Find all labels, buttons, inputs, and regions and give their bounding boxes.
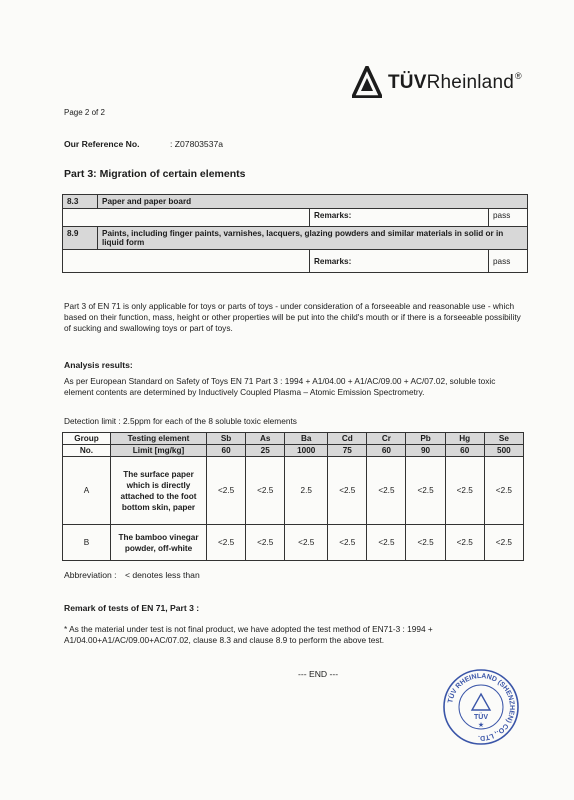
result-cell: <2.5 xyxy=(406,457,445,525)
result-cell: <2.5 xyxy=(246,525,285,561)
reference-label: Our Reference No. xyxy=(64,139,140,149)
abbreviation-text: < denotes less than xyxy=(124,570,200,580)
end-marker: --- END --- xyxy=(298,669,339,679)
limit-row xyxy=(63,445,524,457)
clause-header-row xyxy=(63,195,528,209)
element-header: Hg xyxy=(445,433,484,445)
analysis-heading: Analysis results: xyxy=(64,360,133,370)
result-cell: <2.5 xyxy=(207,525,246,561)
result-cell: <2.5 xyxy=(246,457,285,525)
detection-limit: Detection limit : 2.5ppm for each of the 8 soluble toxic elements xyxy=(64,416,297,426)
analysis-text: As per European Standard on Safety of Toys EN 71 Part 3 : 1994 + A1/04.00 + A1/AC/09.00 + AC/07.02, soluble toxic element contents are determined by Inductively Coupled Plasma – Atomic Emission Spectrometry. xyxy=(64,376,496,397)
group-cell: A xyxy=(63,457,111,525)
result-cell: <2.5 xyxy=(328,525,367,561)
description-cell: The surface paper which is directly attached to the foot bottom skin, paper xyxy=(111,457,207,525)
limit-header: Limit [mg/kg] xyxy=(111,445,207,457)
element-header: Sb xyxy=(207,433,246,445)
testing-element-header: Testing element xyxy=(111,433,207,445)
svg-text:★: ★ xyxy=(477,722,485,729)
results-header-row xyxy=(63,433,524,445)
page-number: Page 2 of 2 xyxy=(64,108,105,117)
remark-heading: Remark of tests of EN 71, Part 3 : xyxy=(64,603,200,613)
description-cell: The bamboo vinegar powder, off-white xyxy=(111,525,207,561)
clause-result: pass xyxy=(489,209,528,227)
result-cell: <2.5 xyxy=(207,457,246,525)
abbreviation xyxy=(64,570,200,580)
result-cell: <2.5 xyxy=(367,525,406,561)
limit-value: 25 xyxy=(246,445,285,457)
tuv-rheinland-logo xyxy=(352,66,522,98)
section-title: Part 3: Migration of certain elements xyxy=(64,168,246,180)
applicability-text: Part 3 of EN 71 is only applicable for toys or parts of toys - under consideration of a forseeable and reasonable use - which based on their function, mass, height or other properties will be put into the child's mouth or if there is a forseeable possibility of sucking and swallowing toys or part of toys. xyxy=(64,301,521,333)
clause-number: 8.3 xyxy=(63,195,98,209)
group-cell: B xyxy=(63,525,111,561)
logo-text-rheinland: Rheinland xyxy=(426,71,514,93)
limit-value: 60 xyxy=(445,445,484,457)
result-cell: <2.5 xyxy=(328,457,367,525)
svg-text:TÜV RHEINLAND (SHENZHEN) CO.,: TÜV RHEINLAND (SHENZHEN) CO., LTD. xyxy=(447,672,516,742)
limit-value: 60 xyxy=(207,445,246,457)
clauses-table xyxy=(62,194,528,273)
element-header: As xyxy=(246,433,285,445)
group-header: Group xyxy=(63,433,111,445)
result-cell: <2.5 xyxy=(285,525,328,561)
result-cell: <2.5 xyxy=(445,457,484,525)
results-table xyxy=(62,432,524,561)
limit-value: 500 xyxy=(484,445,523,457)
element-header: Cd xyxy=(328,433,367,445)
table-row xyxy=(63,457,524,525)
no-header: No. xyxy=(63,445,111,457)
element-header: Ba xyxy=(285,433,328,445)
remark-text: * As the material under test is not final product, we have adopted the test method of EN71-3 : 1994 + A1/04.00+A1/AC/09.00+AC/07.02, clause 8.3 and clause 8.9 to perform the above test. xyxy=(64,624,433,645)
clause-header-row xyxy=(63,227,528,250)
limit-value: 90 xyxy=(406,445,445,457)
clause-number: 8.9 xyxy=(63,227,98,250)
clause-result: pass xyxy=(489,250,528,273)
result-cell: <2.5 xyxy=(406,525,445,561)
registered-mark: ® xyxy=(514,70,522,81)
limit-value: 60 xyxy=(367,445,406,457)
clause-title: Paints, including finger paints, varnishes, lacquers, glazing powders and similar materials in solid or in liquid form xyxy=(98,227,528,250)
clause-remarks-row xyxy=(63,209,528,227)
table-row xyxy=(63,525,524,561)
svg-text:TÜV: TÜV xyxy=(474,714,488,721)
element-header: Pb xyxy=(406,433,445,445)
limit-value: 75 xyxy=(328,445,367,457)
seal-icon xyxy=(442,668,520,746)
triangle-logo-icon xyxy=(352,66,382,98)
result-cell: 2.5 xyxy=(285,457,328,525)
abbreviation-label: Abbreviation : xyxy=(64,570,117,580)
element-header: Cr xyxy=(367,433,406,445)
element-header: Se xyxy=(484,433,523,445)
result-cell: <2.5 xyxy=(367,457,406,525)
result-cell: <2.5 xyxy=(484,457,523,525)
reference-value: : Z07803537a xyxy=(170,139,224,149)
clause-title: Paper and paper board xyxy=(98,195,528,209)
result-cell: <2.5 xyxy=(484,525,523,561)
company-stamp xyxy=(442,668,520,751)
remarks-label: Remarks: xyxy=(310,250,489,273)
reference-line xyxy=(64,139,223,149)
remarks-label: Remarks: xyxy=(310,209,489,227)
limit-value: 1000 xyxy=(285,445,328,457)
clause-remarks-row xyxy=(63,250,528,273)
result-cell: <2.5 xyxy=(445,525,484,561)
logo-text-tuv: TÜV xyxy=(388,71,427,93)
